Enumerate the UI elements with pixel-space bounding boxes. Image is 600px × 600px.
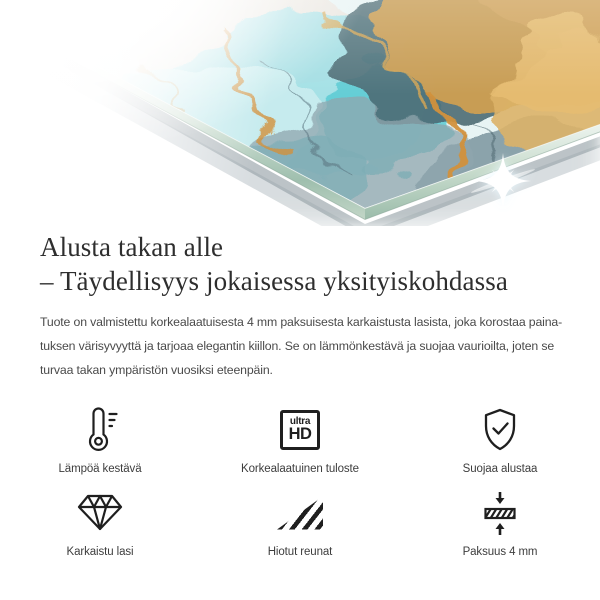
feature-print-quality xyxy=(200,406,400,475)
feature-label: Hiotut reunat xyxy=(267,546,333,558)
shield-check-icon xyxy=(480,406,520,453)
product-description xyxy=(40,310,570,382)
feature-label: Korkealaatuinen tuloste xyxy=(241,463,359,475)
ultra-hd-text-top: ultra xyxy=(289,416,311,427)
product-hero-image xyxy=(0,0,600,226)
page-title xyxy=(40,230,570,298)
sparkle-icon xyxy=(467,145,539,217)
feature-tempered-glass xyxy=(0,489,200,558)
page-title-line1: Alusta takan alle xyxy=(40,232,224,262)
polished-edges-icon xyxy=(277,489,323,536)
feature-thickness xyxy=(400,489,600,558)
feature-grid xyxy=(0,406,600,558)
feature-polished-edges xyxy=(200,489,400,558)
feature-protects-surface xyxy=(400,406,600,475)
feature-label: Paksuus 4 mm xyxy=(462,546,538,558)
description-line: turvaa takan ympäristön vuosiksi eteenpäin. xyxy=(40,363,273,377)
feature-label: Lämpöä kestävä xyxy=(58,463,142,475)
diamond-icon xyxy=(77,489,123,536)
description-line: Tuote on valmistettu korkealaatuisesta 4 mm paksuisesta karkaistusta lasista, joka korostaa paina- xyxy=(40,315,563,329)
description-line: tuksen värisyvyyttä ja tarjoaa elegantin kiillon. Se on lämmönkestävä ja suojaa vaurioilta, joten se xyxy=(40,339,555,353)
thermometer-icon xyxy=(80,406,120,453)
feature-label: Karkaistu lasi xyxy=(66,546,134,558)
ultra-hd-text-bottom: HD xyxy=(288,425,312,443)
thickness-icon xyxy=(480,489,520,536)
feature-label: Suojaa alustaa xyxy=(462,463,538,475)
page-title-line2: – Täydellisyys jokaisessa yksityiskohdassa xyxy=(40,266,508,296)
feature-heat-resistant xyxy=(0,406,200,475)
ultra-hd-icon xyxy=(280,406,320,453)
